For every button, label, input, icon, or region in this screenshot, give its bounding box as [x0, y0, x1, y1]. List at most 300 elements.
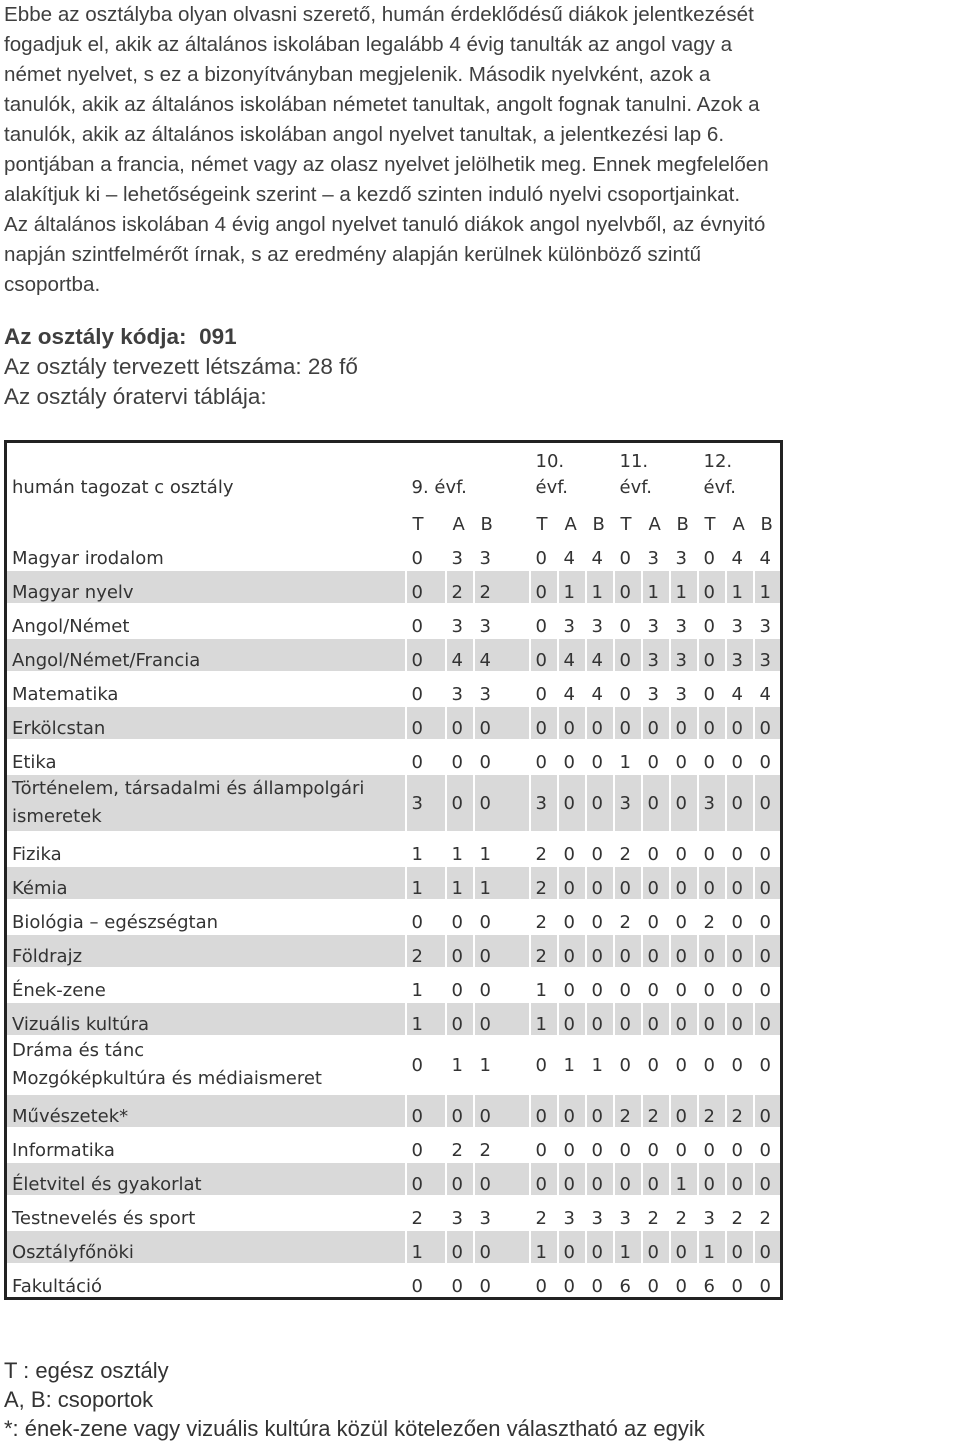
hours-cell: 0: [726, 1264, 754, 1299]
year-header-part: 12.: [703, 451, 733, 472]
hours-cell: 0: [670, 1036, 698, 1094]
hours-cell: 1: [406, 866, 446, 900]
hours-cell: 3: [474, 1196, 530, 1230]
group-header: T: [406, 502, 446, 536]
hours-cell: 0: [670, 1230, 698, 1264]
hours-cell: 0: [446, 706, 474, 740]
intro-paragraph: [4, 0, 960, 300]
hours-cell: 0: [670, 968, 698, 1002]
hours-cell: 0: [558, 1162, 586, 1196]
hours-cell: 3: [642, 604, 670, 638]
hours-cell: 0: [754, 1162, 782, 1196]
group-header: B: [474, 502, 530, 536]
notes: [4, 1356, 705, 1443]
header-row-groups: [6, 502, 782, 536]
hours-cell: 0: [754, 1128, 782, 1162]
hours-cell: 0: [670, 740, 698, 774]
hours-cell: 0: [726, 1162, 754, 1196]
hours-cell: 3: [642, 638, 670, 672]
hours-cell: 0: [406, 1162, 446, 1196]
hours-cell: 3: [474, 604, 530, 638]
hours-cell: 3: [586, 604, 614, 638]
hours-cell: 0: [614, 1036, 642, 1094]
hours-cell: 0: [530, 1128, 558, 1162]
group-header: B: [670, 502, 698, 536]
year-header-part: 9. évf.: [411, 477, 467, 498]
group-header: T: [614, 502, 642, 536]
table-row: [6, 672, 782, 706]
hours-cell: 0: [474, 900, 530, 934]
hours-cell: 0: [558, 706, 586, 740]
subject-cell: [6, 570, 406, 604]
year-header: [698, 442, 782, 503]
hours-cell: 2: [726, 1196, 754, 1230]
hours-cell: 0: [670, 866, 698, 900]
hours-cell: 0: [642, 1230, 670, 1264]
subject-cell: [6, 672, 406, 706]
subject-cell: [6, 604, 406, 638]
hours-cell: 3: [446, 672, 474, 706]
hours-cell: 0: [754, 900, 782, 934]
hours-cell: 0: [530, 638, 558, 672]
hours-cell: 0: [406, 604, 446, 638]
hours-cell: 4: [558, 638, 586, 672]
hours-cell: 4: [726, 536, 754, 570]
hours-cell: 0: [754, 706, 782, 740]
hours-cell: 0: [698, 968, 726, 1002]
hours-cell: 0: [558, 866, 586, 900]
subject-cell: [6, 706, 406, 740]
subject-name: Művészetek*: [12, 1106, 129, 1127]
hours-cell: 2: [614, 900, 642, 934]
hours-cell: 0: [754, 934, 782, 968]
hours-cell: 3: [406, 774, 446, 832]
hours-cell: 0: [530, 1094, 558, 1128]
hours-cell: 0: [642, 774, 670, 832]
hours-cell: 0: [726, 900, 754, 934]
hours-cell: 1: [726, 570, 754, 604]
hours-cell: 0: [558, 1230, 586, 1264]
hours-cell: 0: [586, 1264, 614, 1299]
subject-name: Informatika: [12, 1140, 115, 1161]
hours-cell: 0: [474, 774, 530, 832]
hours-cell: 0: [586, 1094, 614, 1128]
hours-cell: 0: [530, 570, 558, 604]
hours-cell: 0: [530, 706, 558, 740]
hours-cell: 0: [558, 740, 586, 774]
hours-cell: 3: [474, 672, 530, 706]
hours-cell: 1: [406, 1002, 446, 1036]
hours-cell: 1: [614, 740, 642, 774]
intro-line: napján szintfelmérőt írnak, s az eredmény alapján kerülnek különböző szintű: [4, 243, 702, 266]
hours-cell: 0: [406, 1094, 446, 1128]
hours-cell: 0: [670, 1128, 698, 1162]
hours-cell: 2: [642, 1196, 670, 1230]
hours-cell: 2: [642, 1094, 670, 1128]
table-row: [6, 1002, 782, 1036]
subject-cell: [6, 1230, 406, 1264]
subject-name: Angol/Német/Francia: [12, 650, 201, 671]
hours-cell: 0: [586, 740, 614, 774]
hours-cell: 2: [698, 1094, 726, 1128]
hours-cell: 0: [446, 968, 474, 1002]
hours-cell: 3: [614, 1196, 642, 1230]
hours-cell: 0: [754, 740, 782, 774]
table-row: [6, 604, 782, 638]
hours-cell: 0: [406, 570, 446, 604]
subject-cell: [6, 968, 406, 1002]
hours-cell: 0: [754, 774, 782, 832]
subject-name: Életvitel és gyakorlat: [12, 1174, 202, 1195]
empty-cell: [6, 502, 406, 536]
intro-line: Az általános iskolában 4 évig angol nyelvet tanuló diákok angol nyelvből, az évnyitó: [4, 213, 766, 236]
hours-cell: 1: [530, 1002, 558, 1036]
class-code-value: 091: [199, 324, 237, 349]
hours-cell: 0: [642, 900, 670, 934]
hours-cell: 0: [670, 1002, 698, 1036]
hours-cell: 2: [530, 1196, 558, 1230]
hours-cell: 0: [754, 1036, 782, 1094]
hours-cell: 0: [446, 740, 474, 774]
hours-cell: 0: [642, 1128, 670, 1162]
hours-cell: 2: [474, 1128, 530, 1162]
note-line: *: ének-zene vagy vizuális kultúra közül kötelezően választható az egyik: [4, 1416, 705, 1441]
hours-cell: 0: [558, 1264, 586, 1299]
hours-cell: 2: [530, 900, 558, 934]
year-header-part: évf.: [703, 477, 736, 498]
table-row: [6, 968, 782, 1002]
hours-cell: 0: [530, 1036, 558, 1094]
hours-cell: 1: [698, 1230, 726, 1264]
hours-cell: 0: [446, 774, 474, 832]
subject-name: Földrajz: [12, 946, 83, 967]
year-header: [530, 442, 614, 503]
group-header: T: [698, 502, 726, 536]
group-header: A: [726, 502, 754, 536]
hours-cell: 0: [586, 1162, 614, 1196]
year-header-part: évf.: [535, 477, 568, 498]
hours-cell: 0: [726, 1036, 754, 1094]
hours-cell: 0: [698, 672, 726, 706]
hours-cell: 0: [446, 1264, 474, 1299]
hours-cell: 2: [474, 570, 530, 604]
subject-name: Fakultáció: [12, 1276, 103, 1297]
hours-cell: 0: [754, 1002, 782, 1036]
hours-cell: 0: [586, 934, 614, 968]
hours-cell: 0: [586, 832, 614, 866]
hours-cell: 1: [446, 1036, 474, 1094]
hours-cell: 4: [558, 672, 586, 706]
subject-cell: [6, 1094, 406, 1128]
hours-cell: 0: [558, 832, 586, 866]
hours-cell: 0: [614, 1162, 642, 1196]
year-header-part: évf.: [619, 477, 652, 498]
hours-cell: 2: [446, 570, 474, 604]
hours-cell: 3: [530, 774, 558, 832]
subject-cell: [6, 1162, 406, 1196]
subject-cell: [6, 900, 406, 934]
hours-cell: 0: [406, 1036, 446, 1094]
hours-cell: 0: [642, 1002, 670, 1036]
hours-cell: 0: [726, 832, 754, 866]
hours-cell: 3: [446, 536, 474, 570]
hours-cell: 0: [698, 1128, 726, 1162]
subject-name: Osztályfőnöki: [12, 1242, 134, 1263]
hours-cell: 3: [558, 1196, 586, 1230]
table-row: [6, 866, 782, 900]
hours-cell: 1: [530, 968, 558, 1002]
hours-cell: 0: [698, 706, 726, 740]
hours-cell: 0: [586, 900, 614, 934]
year-header: [614, 442, 698, 503]
hours-cell: 0: [474, 1162, 530, 1196]
hours-cell: 3: [642, 536, 670, 570]
subject-cell: [6, 832, 406, 866]
hours-cell: 1: [614, 1230, 642, 1264]
hours-cell: 0: [614, 570, 642, 604]
hours-cell: 3: [446, 604, 474, 638]
table-row: [6, 706, 782, 740]
hours-cell: 4: [586, 638, 614, 672]
subject-cell: [6, 1002, 406, 1036]
table-row: [6, 1264, 782, 1299]
subject-name: Etika: [12, 752, 57, 773]
hours-cell: 2: [530, 934, 558, 968]
hours-cell: 1: [446, 832, 474, 866]
hours-cell: 0: [406, 638, 446, 672]
hours-cell: 1: [754, 570, 782, 604]
table-row: [6, 638, 782, 672]
hours-cell: 3: [726, 638, 754, 672]
timetable: [4, 440, 783, 1300]
table-row: [6, 774, 782, 832]
hours-cell: 0: [586, 1230, 614, 1264]
table-row: [6, 1036, 782, 1094]
subject-name: Magyar irodalom: [12, 548, 164, 569]
subject-cell: [6, 1196, 406, 1230]
hours-cell: 3: [754, 638, 782, 672]
subject-name: Mozgóképkultúra és médiaismeret: [12, 1068, 322, 1089]
subject-cell: [6, 774, 406, 832]
hours-cell: 2: [614, 832, 642, 866]
hours-cell: 0: [406, 672, 446, 706]
group-header: A: [446, 502, 474, 536]
hours-cell: 0: [586, 866, 614, 900]
hours-cell: 0: [642, 934, 670, 968]
hours-cell: 0: [698, 1162, 726, 1196]
hours-cell: 3: [558, 604, 586, 638]
table-row: [6, 1128, 782, 1162]
hours-cell: 6: [698, 1264, 726, 1299]
hours-cell: 0: [530, 1162, 558, 1196]
hours-cell: 0: [406, 900, 446, 934]
subject-name: Angol/Német: [12, 616, 130, 637]
hours-cell: 0: [698, 604, 726, 638]
hours-cell: 3: [670, 604, 698, 638]
table-row: [6, 536, 782, 570]
hours-cell: 0: [614, 1002, 642, 1036]
table-row: [6, 1230, 782, 1264]
class-info: [4, 322, 358, 412]
hours-cell: 1: [670, 570, 698, 604]
hours-cell: 0: [698, 1002, 726, 1036]
hours-cell: 2: [406, 934, 446, 968]
hours-cell: 1: [406, 1230, 446, 1264]
table-row: [6, 1196, 782, 1230]
hours-cell: 0: [670, 1264, 698, 1299]
timetable-label: Az osztály óratervi táblája:: [4, 384, 267, 409]
hours-cell: 0: [754, 832, 782, 866]
hours-cell: 0: [698, 832, 726, 866]
hours-cell: 1: [642, 570, 670, 604]
header-row-years: [6, 442, 782, 503]
hours-cell: 2: [446, 1128, 474, 1162]
hours-cell: 0: [754, 968, 782, 1002]
class-code: [4, 322, 358, 352]
hours-cell: 0: [474, 740, 530, 774]
subject-name: Biológia – egészségtan: [12, 912, 219, 933]
subject-name: Kémia: [12, 878, 68, 899]
hours-cell: 0: [474, 1002, 530, 1036]
hours-cell: 0: [754, 1264, 782, 1299]
hours-cell: 0: [698, 1036, 726, 1094]
note-line: A, B: csoportok: [4, 1387, 154, 1412]
hours-cell: 0: [406, 536, 446, 570]
hours-cell: 3: [754, 604, 782, 638]
hours-cell: 0: [558, 1002, 586, 1036]
hours-cell: 0: [642, 1036, 670, 1094]
hours-cell: 1: [446, 866, 474, 900]
hours-cell: 0: [474, 1264, 530, 1299]
table-row: [6, 1162, 782, 1196]
year-header-part: 10.: [535, 451, 565, 472]
intro-line: pontjában a francia, német vagy az olasz nyelvet jelölhetik meg. Ennek megfelelően: [4, 153, 769, 176]
hours-cell: 0: [586, 706, 614, 740]
hours-cell: 2: [530, 866, 558, 900]
table-row: [6, 1094, 782, 1128]
class-headcount: Az osztály tervezett létszáma: 28 fő: [4, 354, 358, 379]
hours-cell: 0: [642, 1162, 670, 1196]
hours-cell: 3: [474, 536, 530, 570]
hours-cell: 0: [726, 1002, 754, 1036]
hours-cell: 1: [586, 1036, 614, 1094]
subject-cell: [6, 740, 406, 774]
hours-cell: 1: [558, 1036, 586, 1094]
hours-cell: 0: [586, 1128, 614, 1162]
hours-cell: 0: [698, 740, 726, 774]
hours-cell: 4: [754, 536, 782, 570]
hours-cell: 4: [586, 672, 614, 706]
subject-name: Dráma és tánc: [12, 1040, 145, 1061]
hours-cell: 0: [642, 740, 670, 774]
hours-cell: 0: [614, 638, 642, 672]
subject-cell: [6, 1264, 406, 1299]
hours-cell: 0: [446, 1002, 474, 1036]
group-header: T: [530, 502, 558, 536]
subject-cell: [6, 638, 406, 672]
subject-name: ismeretek: [12, 806, 102, 827]
intro-line: alakítjuk ki – lehetőségeink szerint – a kezdő szinten induló nyelvi csoportjainkat.: [4, 183, 741, 206]
hours-cell: 1: [670, 1162, 698, 1196]
hours-cell: 4: [474, 638, 530, 672]
hours-cell: 0: [754, 866, 782, 900]
intro-line: német nyelvet, s ez a bizonyítványban megjelenik. Második nyelvként, azok a: [4, 63, 711, 86]
hours-cell: 0: [642, 706, 670, 740]
hours-cell: 0: [558, 1094, 586, 1128]
hours-cell: 4: [586, 536, 614, 570]
subject-name: Történelem, társadalmi és állampolgári: [12, 778, 365, 799]
hours-cell: 2: [754, 1196, 782, 1230]
hours-cell: 0: [530, 672, 558, 706]
group-header: A: [642, 502, 670, 536]
hours-cell: 0: [698, 866, 726, 900]
hours-cell: 0: [670, 934, 698, 968]
hours-cell: 2: [614, 1094, 642, 1128]
hours-cell: 0: [586, 774, 614, 832]
subject-name: Vizuális kultúra: [12, 1014, 150, 1035]
hours-cell: 0: [586, 1002, 614, 1036]
hours-cell: 1: [474, 1036, 530, 1094]
hours-cell: 2: [530, 832, 558, 866]
hours-cell: 0: [406, 740, 446, 774]
hours-cell: 3: [586, 1196, 614, 1230]
hours-cell: 0: [558, 900, 586, 934]
hours-cell: 3: [614, 774, 642, 832]
hours-cell: 0: [474, 934, 530, 968]
subject-cell: [6, 1036, 406, 1094]
hours-cell: 0: [698, 934, 726, 968]
table-row: [6, 934, 782, 968]
hours-cell: 1: [530, 1230, 558, 1264]
group-header: B: [754, 502, 782, 536]
hours-cell: 2: [670, 1196, 698, 1230]
hours-cell: 3: [446, 1196, 474, 1230]
hours-cell: 0: [726, 866, 754, 900]
table-row: [6, 570, 782, 604]
hours-cell: 0: [726, 934, 754, 968]
subject-name: Testnevelés és sport: [12, 1208, 196, 1229]
intro-line: csoportba.: [4, 273, 101, 296]
hours-cell: 0: [670, 774, 698, 832]
hours-cell: 0: [406, 1128, 446, 1162]
hours-cell: 1: [474, 832, 530, 866]
hours-cell: 0: [614, 968, 642, 1002]
hours-cell: 0: [726, 706, 754, 740]
hours-cell: 0: [726, 740, 754, 774]
hours-cell: 3: [726, 604, 754, 638]
hours-cell: 0: [670, 706, 698, 740]
hours-cell: 4: [558, 536, 586, 570]
hours-cell: 0: [614, 536, 642, 570]
note-line: T : egész osztály: [4, 1358, 169, 1383]
hours-cell: 1: [406, 968, 446, 1002]
subject-cell: [6, 536, 406, 570]
table-row: [6, 900, 782, 934]
hours-cell: 0: [558, 774, 586, 832]
hours-cell: 3: [698, 1196, 726, 1230]
hours-cell: 4: [446, 638, 474, 672]
hours-cell: 0: [614, 604, 642, 638]
hours-cell: 0: [642, 1264, 670, 1299]
hours-cell: 0: [614, 934, 642, 968]
subject-name: Matematika: [12, 684, 119, 705]
hours-cell: 0: [614, 672, 642, 706]
subject-name: Magyar nyelv: [12, 582, 134, 603]
hours-cell: 0: [614, 706, 642, 740]
hours-cell: 1: [406, 832, 446, 866]
hours-cell: 0: [406, 1264, 446, 1299]
hours-cell: 1: [474, 866, 530, 900]
